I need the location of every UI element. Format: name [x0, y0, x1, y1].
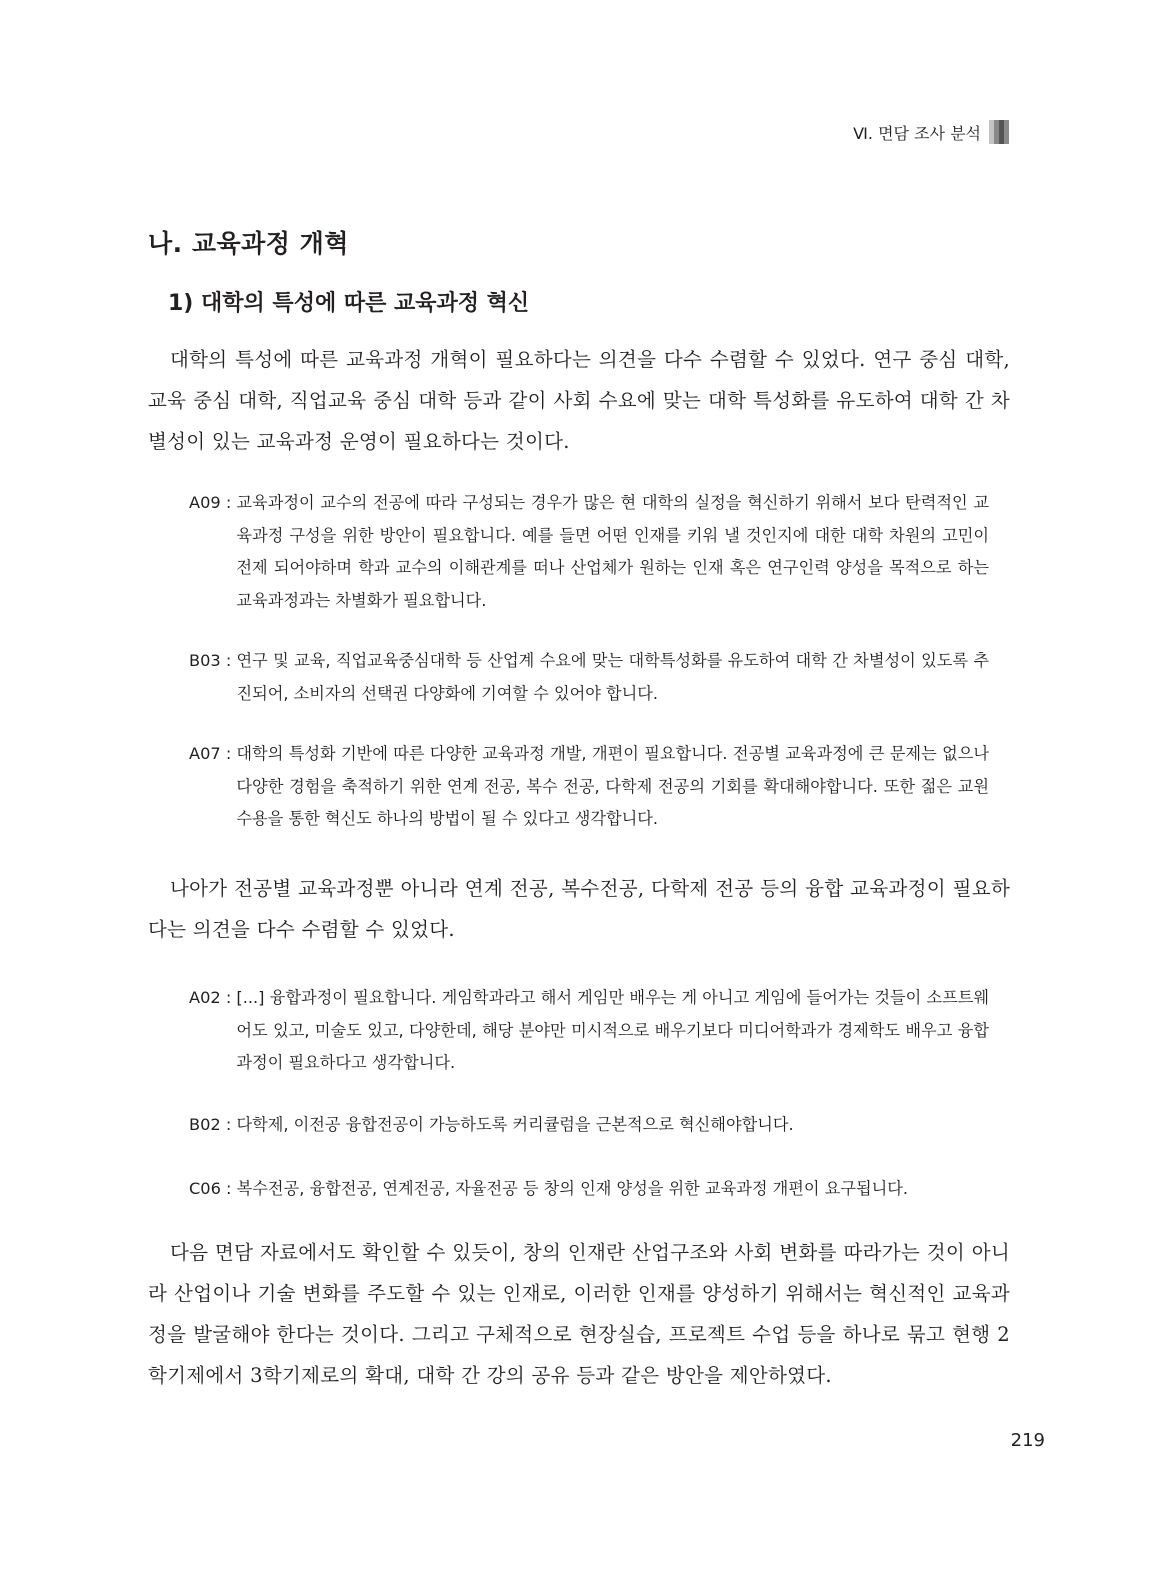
quote-id: B02 :	[189, 1115, 237, 1134]
interview-quote-a09	[189, 487, 989, 617]
running-header-title: Ⅵ. 면담 조사 분석	[853, 123, 981, 143]
interview-quote-a07	[189, 738, 989, 836]
quote-id: C06 :	[189, 1179, 237, 1198]
body-paragraph-3: 다음 면담 자료에서도 확인할 수 있듯이, 창의 인재란 산업구조와 사회 변화를 따라가는 것이 아니라 산업이나 기술 변화를 주도할 수 있는 인재로, 이러한 인재를 양성하기 위해서는 혁신적인 교육과정을 발굴해야 한다는 것이다. 그리고 구체적으로 현장실습, 프로젝트 수업 등을 하나로 묶고 현행 2학기제에서 3학기제로의 확대, 대학 간 강의 공유 등과 같은 방안을 제안하였다.	[148, 1241, 1010, 1387]
quote-text: 다학제, 이전공 융합전공이 가능하도록 커리큘럼을 근본적으로 혁신해야합니다.	[236, 1115, 794, 1134]
subsection-title: 1) 대학의 특성에 따른 교육과정 혁신	[168, 291, 530, 316]
interview-quote-b03	[189, 645, 989, 710]
quote-text: 복수전공, 융합전공, 연계전공, 자율전공 등 창의 인재 양성을 위한 교육과정 개편이 요구됩니다.	[236, 1179, 909, 1198]
quote-id: A09 :	[189, 493, 237, 512]
quote-id: B03 :	[189, 651, 237, 670]
header-bar-decoration	[989, 120, 1009, 144]
quote-id: A02 :	[189, 988, 237, 1007]
quote-text: 대학의 특성화 기반에 따른 다양한 교육과정 개발, 개편이 필요합니다. 전공별 교육과정에 큰 문제는 없으나 다양한 경험을 축적하기 위한 연계 전공, 복수 전공, 다학제 전공의 기회를 확대해야합니다. 또한 젊은 교원 수용을 통한 혁신도 하나의 방법이 될 수 있다고 생각합니다.	[236, 744, 989, 828]
quote-text: [...] 융합과정이 필요합니다. 게임학과라고 해서 게임만 배우는 게 아니고 게임에 들어가는 것들이 소프트웨어도 있고, 미술도 있고, 다양한데, 해당 분야만 미시적으로 배우기보다 미디어학과가 경제학도 배우고 융합과정이 필요하다고 생각합니다.	[236, 988, 989, 1072]
body-paragraph-2: 나아가 전공별 교육과정뿐 아니라 연계 전공, 복수전공, 다학제 전공 등의 융합 교육과정이 필요하다는 의견을 다수 수렴할 수 있었다.	[148, 877, 1010, 941]
body-paragraph-1: 대학의 특성에 따른 교육과정 개혁이 필요하다는 의견을 다수 수렴할 수 있었다. 연구 중심 대학, 교육 중심 대학, 직업교육 중심 대학 등과 같이 사회 수요에 맞는 대학 특성화를 유도하여 대학 간 차별성이 있는 교육과정 운영이 필요하다는 것이다.	[148, 348, 1010, 453]
interview-quote-b02	[189, 1109, 989, 1142]
section-title: 나. 교육과정 개혁	[148, 229, 349, 258]
quote-id: A07 :	[189, 744, 237, 763]
quote-text: 교육과정이 교수의 전공에 따라 구성되는 경우가 많은 현 대학의 실정을 혁신하기 위해서 보다 탄력적인 교육과정 구성을 위한 방안이 필요합니다. 예를 들면 어떤 인재를 키워 낼 것인지에 대한 대학 차원의 고민이 전제 되어야하며 학과 교수의 이해관계를 떠나 산업체가 원하는 인재 혹은 연구인력 양성을 목적으로 하는 교육과정과는 차별화가 필요합니다.	[236, 493, 989, 610]
interview-quote-a02	[189, 982, 989, 1080]
quote-text: 연구 및 교육, 직업교육중심대학 등 산업계 수요에 맞는 대학특성화를 유도하여 대학 간 차별성이 있도록 추진되어, 소비자의 선택권 다양화에 기여할 수 있어야 합니다.	[236, 651, 989, 703]
running-header	[853, 120, 1009, 144]
interview-quote-c06	[189, 1173, 989, 1206]
page-number: 219	[1010, 1430, 1045, 1451]
